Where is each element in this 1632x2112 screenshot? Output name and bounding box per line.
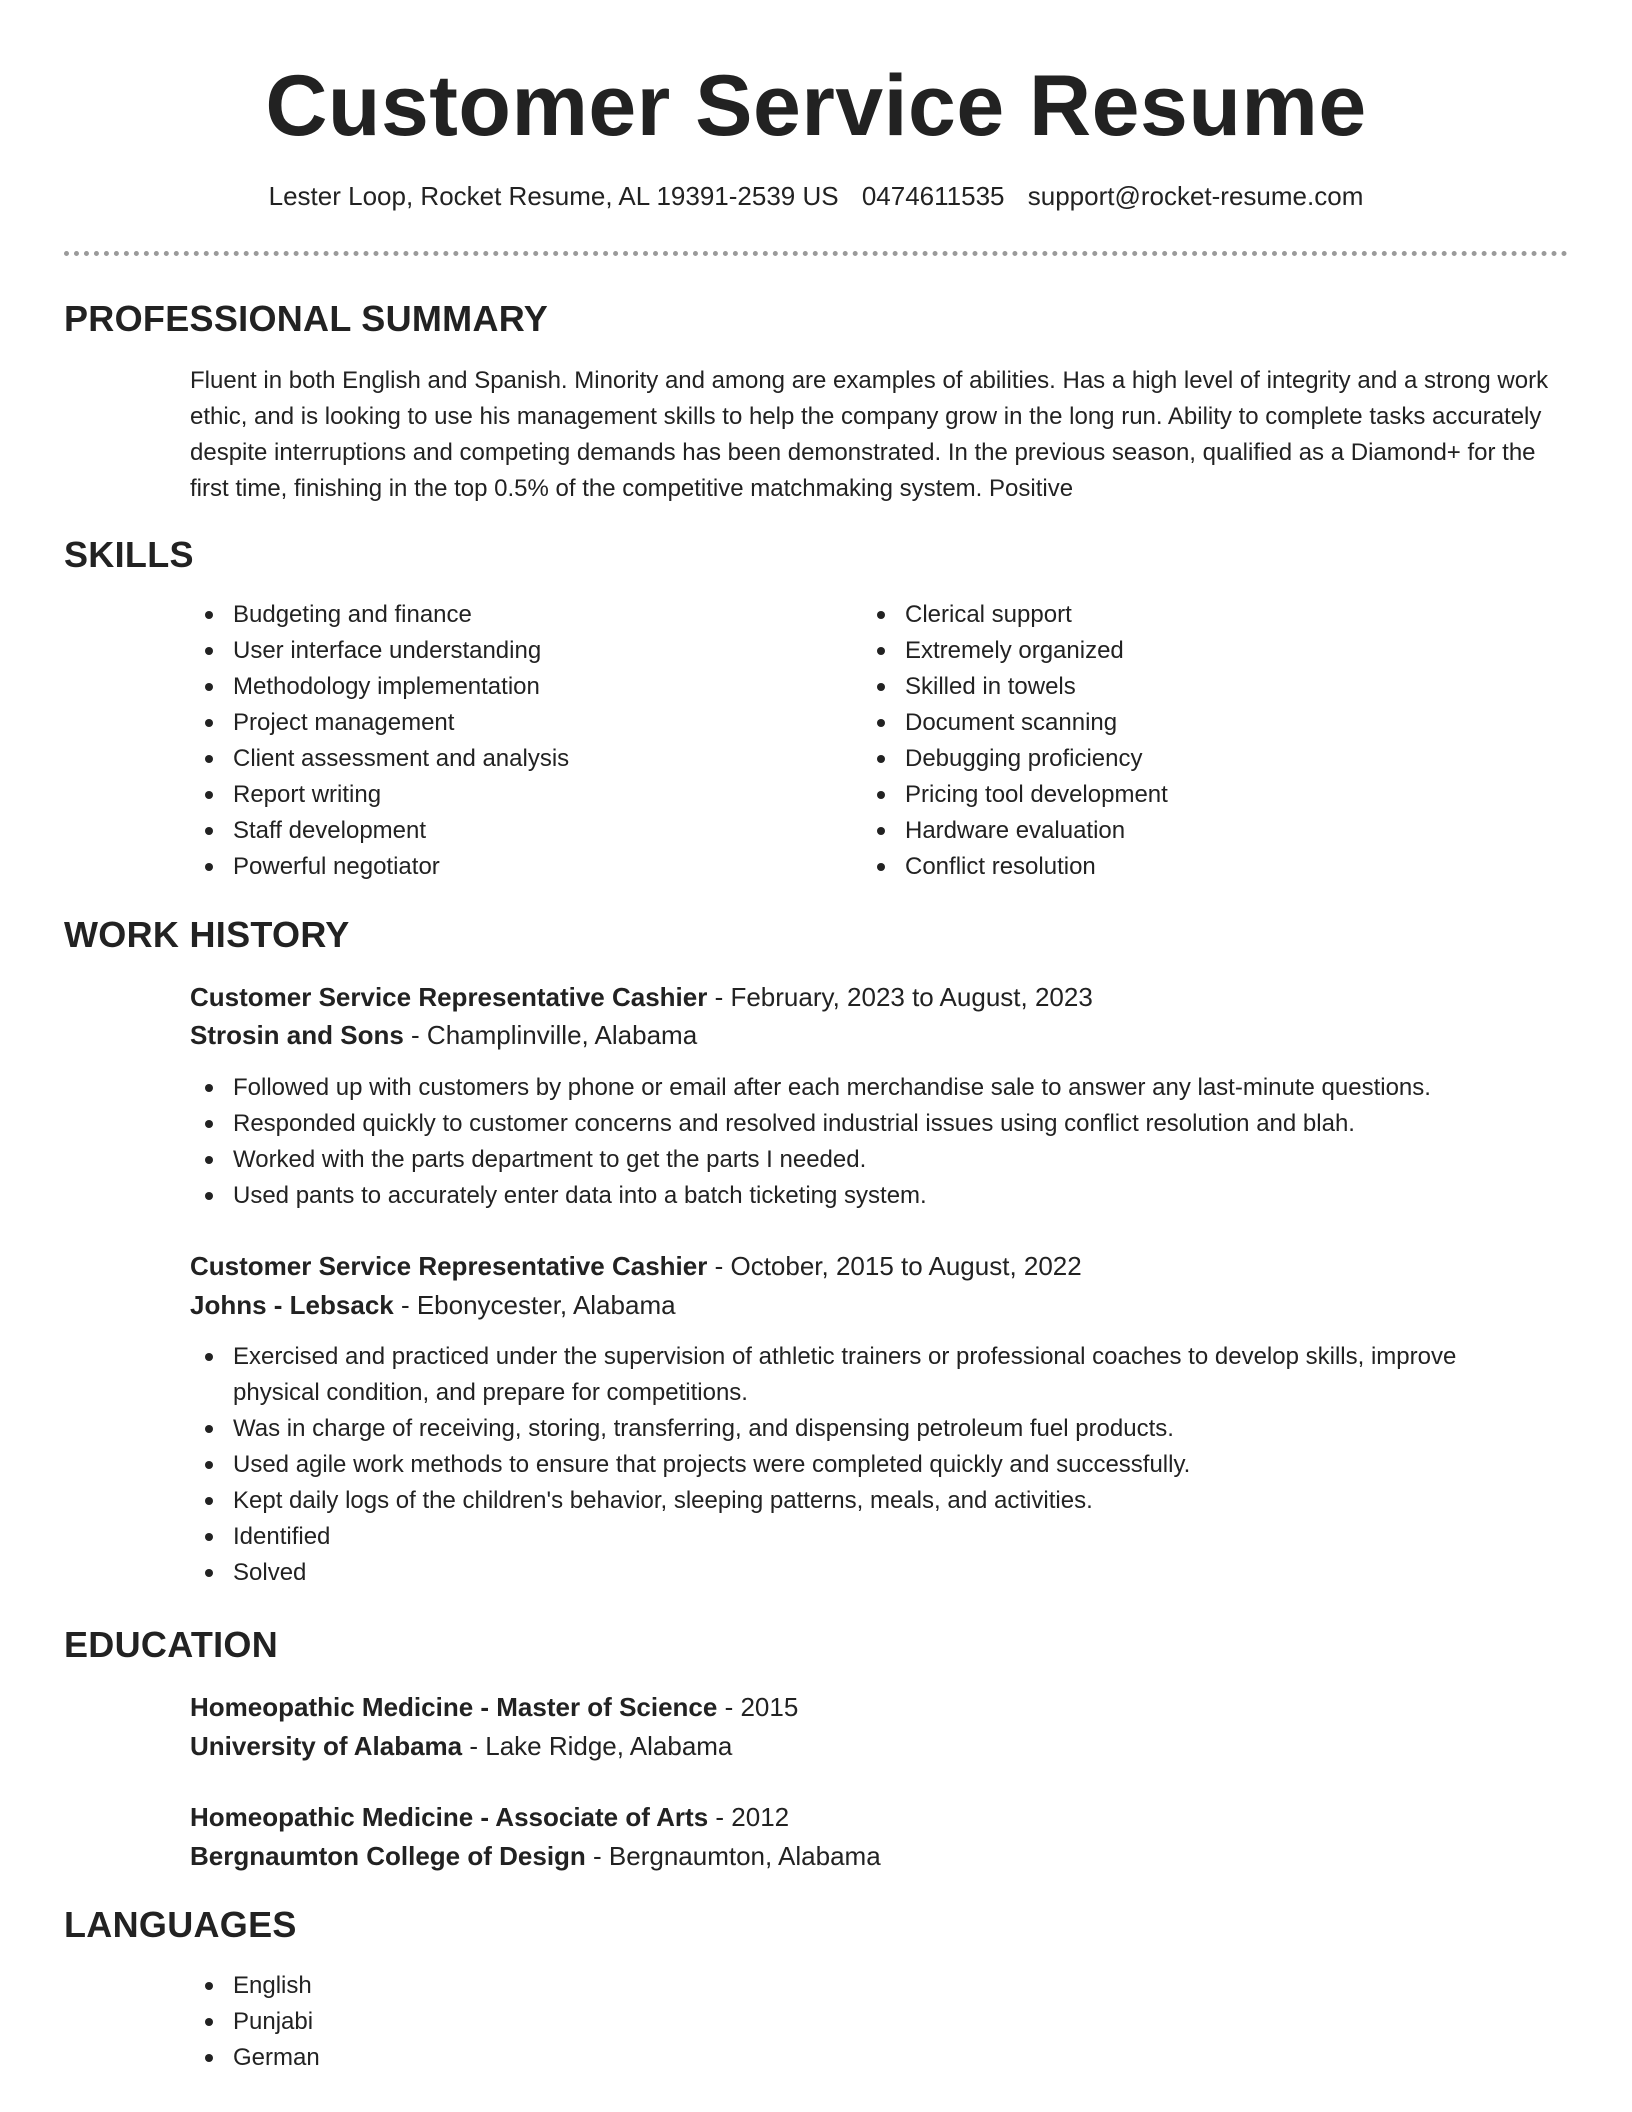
- list-item: Was in charge of receiving, storing, transferring, and dispensing petroleum fuel products.: [190, 1411, 1530, 1447]
- list-item: User interface understanding: [190, 633, 830, 669]
- work-heading: WORK HISTORY: [64, 914, 350, 955]
- job-location: - Ebonycester, Alabama: [393, 1290, 676, 1320]
- list-item: Kept daily logs of the children's behavior, sleeping patterns, meals, and activities.: [190, 1483, 1530, 1519]
- languages-heading: LANGUAGES: [64, 1904, 297, 1945]
- list-item: Solved: [190, 1555, 1530, 1591]
- degree-name: Homeopathic Medicine - Master of Science: [190, 1692, 718, 1722]
- job-dates: - October, 2015 to August, 2022: [707, 1251, 1082, 1281]
- skills-list-right: [862, 597, 1542, 885]
- job-bullets: [190, 1339, 1530, 1591]
- school-name: University of Alabama: [190, 1731, 463, 1761]
- list-item: Skilled in towels: [862, 669, 1542, 705]
- summary-text: Fluent in both English and Spanish. Minority and among are examples of abilities. Has a high level of integrity and a strong work ethic, and is looking to use his management skills to help the company grow in the long run. Ability to complete tasks accurately despite interruptions and competing demands has been demonstrated. In the previous season, qualified as a Diamond+ for the first time, finishing in the top 0.5% of the competitive matchmaking system. Positive: [190, 367, 1549, 502]
- list-item: Clerical support: [862, 597, 1542, 633]
- job-company-line: [190, 1017, 697, 1053]
- list-item: Methodology implementation: [190, 669, 830, 705]
- job-title: Customer Service Representative Cashier: [190, 1251, 708, 1281]
- contact-address: Lester Loop, Rocket Resume, AL 19391-2539 US: [268, 181, 839, 211]
- skills-heading: SKILLS: [64, 534, 194, 575]
- list-item: Budgeting and finance: [190, 597, 830, 633]
- list-item: Conflict resolution: [862, 849, 1542, 885]
- job-bullets: [190, 1070, 1560, 1214]
- list-item: Powerful negotiator: [190, 849, 830, 885]
- list-item: Client assessment and analysis: [190, 741, 830, 777]
- job-title-line: [190, 979, 1093, 1015]
- list-item: Punjabi: [190, 2004, 790, 2040]
- degree-name: Homeopathic Medicine - Associate of Arts: [190, 1802, 709, 1832]
- job-company-line: [190, 1287, 676, 1323]
- list-item: Debugging proficiency: [862, 741, 1542, 777]
- degree-line: [190, 1689, 798, 1725]
- list-item: Used pants to accurately enter data into a batch ticketing system.: [190, 1178, 1560, 1214]
- job-title: Customer Service Representative Cashier: [190, 982, 708, 1012]
- list-item: Followed up with customers by phone or email after each merchandise sale to answer any last-minute questions.: [190, 1070, 1560, 1106]
- list-item: Exercised and practiced under the supervision of athletic trainers or professional coaches to develop skills, improve physical condition, and prepare for competitions.: [190, 1339, 1530, 1411]
- school-line: [190, 1728, 732, 1764]
- resume-title: Customer Service Resume: [265, 58, 1367, 154]
- job-dates: - February, 2023 to August, 2023: [707, 982, 1093, 1012]
- school-line: [190, 1838, 881, 1874]
- skills-list-left: [190, 597, 830, 885]
- list-item: English: [190, 1968, 790, 2004]
- list-item: Extremely organized: [862, 633, 1542, 669]
- list-item: Used agile work methods to ensure that projects were completed quickly and successfully.: [190, 1447, 1530, 1483]
- languages-list: [190, 1968, 790, 2076]
- contact-phone: 0474611535: [861, 181, 1005, 211]
- school-location: - Bergnaumton, Alabama: [585, 1841, 881, 1871]
- list-item: German: [190, 2040, 790, 2076]
- list-item: Worked with the parts department to get the parts I needed.: [190, 1142, 1560, 1178]
- job-company: Johns - Lebsack: [190, 1290, 394, 1320]
- job-title-line: [190, 1248, 1082, 1284]
- job-location: - Champlinville, Alabama: [403, 1020, 698, 1050]
- school-name: Bergnaumton College of Design: [190, 1841, 586, 1871]
- list-item: Pricing tool development: [862, 777, 1542, 813]
- contact-line: [0, 178, 1632, 214]
- job-company: Strosin and Sons: [190, 1020, 404, 1050]
- degree-line: [190, 1799, 789, 1835]
- list-item: Report writing: [190, 777, 830, 813]
- list-item: Document scanning: [862, 705, 1542, 741]
- education-heading: EDUCATION: [64, 1624, 279, 1665]
- list-item: Responded quickly to customer concerns and resolved industrial issues using conflict resolution and blah.: [190, 1106, 1560, 1142]
- list-item: Project management: [190, 705, 830, 741]
- header-divider: [64, 251, 1568, 256]
- degree-year: - 2015: [717, 1692, 799, 1722]
- degree-year: - 2012: [708, 1802, 790, 1832]
- list-item: Hardware evaluation: [862, 813, 1542, 849]
- list-item: Staff development: [190, 813, 830, 849]
- summary-heading: PROFESSIONAL SUMMARY: [64, 298, 549, 339]
- contact-email: support@rocket-resume.com: [1027, 181, 1364, 211]
- school-location: - Lake Ridge, Alabama: [462, 1731, 733, 1761]
- list-item: Identified: [190, 1519, 1530, 1555]
